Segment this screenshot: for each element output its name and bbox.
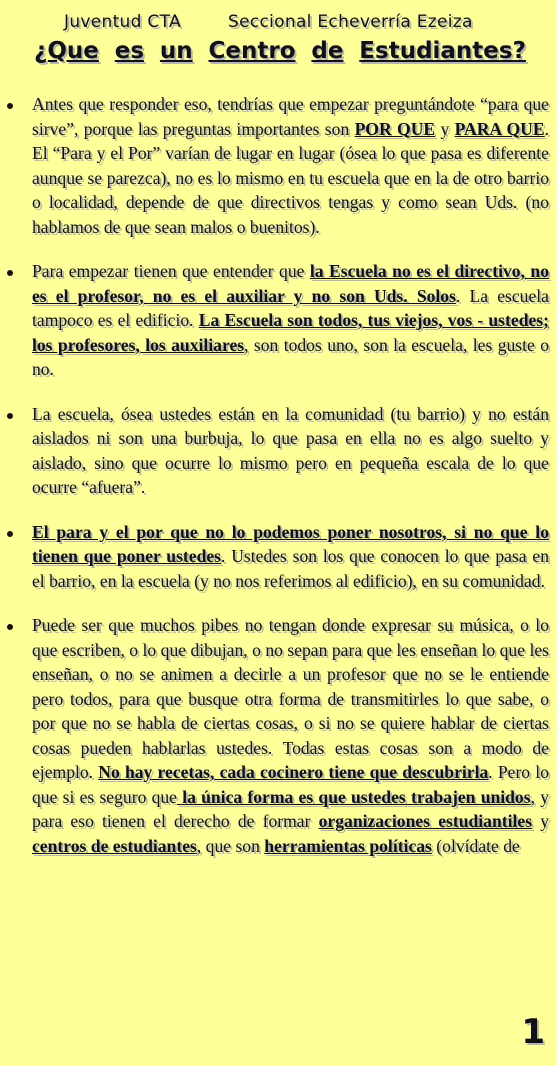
bullet-dot-icon — [7, 624, 13, 630]
text-segment: Para empezar tienen que entender que — [32, 261, 310, 281]
emphasized-text: No hay recetas, cada cocinero tiene que descubrirla — [98, 762, 489, 782]
emphasized-text: la única forma es que ustedes trabajen unidos — [176, 786, 531, 807]
title-word: Estudiantes? — [359, 38, 526, 64]
emphasized-text: El para y el por que no lo podemos poner nosotros, si no que lo tienen que poner ustedes — [32, 521, 549, 566]
title-word: es — [114, 38, 145, 64]
text-segment: . El “Para y el Por” varían de lugar en lugar (ósea lo que pasa es diferente aunque se parezca), no es lo mismo en tu escuela que en la de otro barrio o localidad, depende de que directivos tengas y como sean Uds. (no hablamos de que sean malos o buenitos). — [32, 118, 549, 237]
paragraph-text — [32, 92, 549, 239]
list-item — [0, 520, 557, 594]
emphasized-text: POR QUE — [354, 118, 436, 139]
text-segment: , son todos uno, son la escuela, les guste o no. — [32, 334, 549, 379]
title-word: ¿Que — [34, 38, 99, 64]
header-section: Seccional Echeverría Ezeiza — [228, 12, 473, 32]
text-segment: , que son — [196, 835, 265, 856]
text-segment: . Ustedes son los que conocen lo que pasa en el barrio, en la escuela (y no nos referimos al edificio), en su comunidad. — [32, 546, 549, 591]
bullet-dot-icon — [7, 531, 13, 537]
text-segment: . La escuela tampoco es el edificio. — [32, 285, 549, 330]
text-segment: . Pero lo que si es seguro que — [32, 762, 549, 807]
text-segment: y — [435, 118, 455, 139]
page-title — [34, 38, 526, 64]
text-segment: , y para eso tienen el derecho de formar — [32, 786, 549, 831]
emphasized-text: La Escuela son todos, tus viejos, vos - ustedes; los profesores, los auxiliares — [32, 310, 549, 355]
text-segment: La escuela, ósea ustedes están en la comunidad (tu barrio) y no están aislados ni son una burbuja, lo que pasa en ella no es algo suelto y aislado, sino que ocurre lo mismo pero en pequeña escala de lo que ocurre “afuera”. — [32, 403, 549, 497]
emphasized-text: centros de estudiantes — [32, 835, 197, 856]
list-item — [0, 402, 557, 500]
text-segment: Antes que responder eso, tendrías que empezar preguntándote “para que sirve”, porque las preguntas importantes son — [32, 94, 549, 139]
list-item — [0, 613, 557, 858]
title-word: un — [159, 38, 193, 64]
page-number: 1 — [521, 1012, 545, 1052]
document-body — [0, 92, 557, 878]
text-segment: y — [532, 811, 549, 831]
paragraph-text — [32, 520, 549, 594]
text-segment: Puede ser que muchos pibes no tengan donde expresar su música, o lo que escriben, o lo que dibujan, o no sepan para que les enseñan lo que les enseñan, o no se animen a decirle a un profesor que no se le entiende pero todos, para que busque otra forma de transmitirles lo que sabe, o por que no se habla de ciertas cosas, o si no se quiere hablar de ciertas cosas pueden hablarlas ustedes. Todas estas cosas son a modo de ejemplo. — [32, 615, 549, 782]
emphasized-text: organizaciones estudiantiles — [318, 811, 533, 831]
header-org: Juventud CTA — [64, 12, 181, 32]
list-item — [0, 259, 557, 382]
title-word: Centro — [208, 38, 296, 64]
emphasized-text: la Escuela no es el directivo, no es el profesor, no es el auxiliar y no son Uds. Solos — [32, 261, 549, 306]
bullet-dot-icon — [7, 103, 13, 109]
paragraph-text — [32, 402, 549, 500]
bullet-dot-icon — [7, 270, 13, 276]
bullet-dot-icon — [7, 413, 13, 419]
bullet-list — [0, 92, 557, 858]
list-item — [0, 92, 557, 239]
paragraph-text — [32, 259, 549, 382]
emphasized-text: PARA QUE — [454, 118, 545, 139]
title-word: de — [311, 38, 344, 64]
paragraph-text — [32, 613, 549, 858]
text-segment: (olvídate de — [431, 835, 520, 856]
emphasized-text: herramientas políticas — [264, 835, 432, 856]
